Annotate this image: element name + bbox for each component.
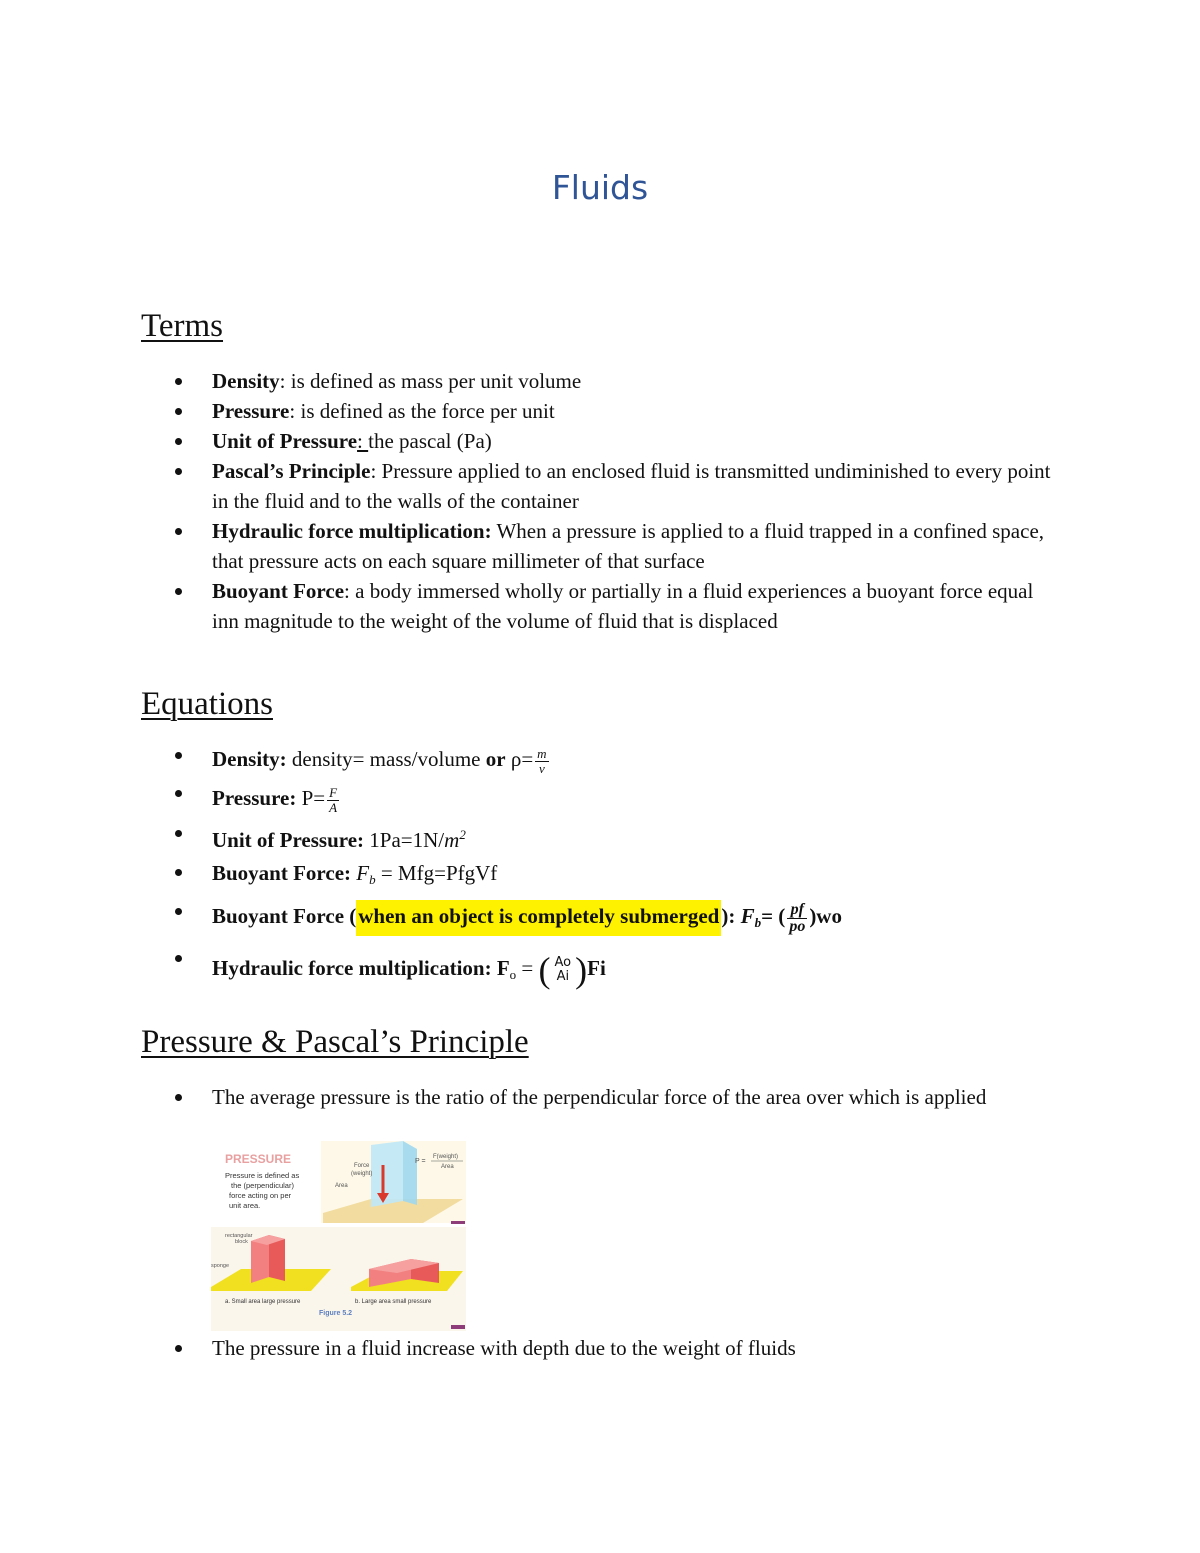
term-item-unit-of-pressure: Unit of Pressure: the pascal (Pa)	[171, 426, 1051, 456]
svg-text:sponge: sponge	[211, 1263, 230, 1269]
document-title: Fluids	[551, 168, 649, 207]
term-item-pascals-principle: Pascal’s Principle: Pressure applied to an enclosed fluid is transmitted undiminished to every point in the fluid and to the walls of the container	[171, 456, 1051, 516]
fraction-ao-over-ai: Ao Ai	[554, 955, 572, 985]
highlighted-text: when an object is completely submerged	[356, 900, 721, 936]
pressure-bullet-1: The average pressure is the ratio of the perpendicular force of the area over which is applied	[171, 1082, 1051, 1112]
svg-text:F(weight): F(weight)	[433, 1154, 459, 1160]
pressure-bullet-2: The pressure in a fluid increase with depth due to the weight of fluids	[171, 1333, 1051, 1363]
pressure-list-2	[171, 1333, 1051, 1363]
svg-text:Figure 5.2: Figure 5.2	[319, 1310, 353, 1317]
term-item-buoyant-force: Buoyant Force: a body immersed wholly or partially in a fluid experiences a buoyant force equal inn magnitude to the weight of the volume of fluid that is displaced	[171, 576, 1051, 636]
equation-hydraulic: Hydraulic force multiplication: $F_o$ = ( Ao Ai )Fi	[171, 943, 1051, 1000]
equation-buoyant-force: Buoyant Force: $F_b$ = Mfg=PfgVf	[171, 857, 1051, 896]
svg-text:a. Small area large pressure: a. Small area large pressure	[225, 1299, 301, 1305]
equations-list	[171, 740, 1051, 1000]
pressure-figure	[211, 1141, 466, 1331]
term-item-pressure: Pressure: is defined as the force per unit	[171, 396, 1051, 426]
svg-text:Force: Force	[354, 1163, 370, 1169]
figure-title: PRESSURE	[225, 1152, 292, 1166]
fraction-f-over-a: $\frac{F}{A}$	[329, 784, 338, 815]
equation-buoyant-submerged: Buoyant Force (when an object is completely submerged): $F_b=$ ( $\frac{pf}{po}$ )wo	[171, 896, 1051, 943]
svg-text:Area: Area	[441, 1164, 454, 1170]
svg-text:block: block	[235, 1239, 248, 1245]
term-item-density: Density: is defined as mass per unit volume	[171, 366, 1051, 396]
pressure-section-heading: Pressure & Pascal’s Principle	[141, 1024, 529, 1060]
equation-pressure: Pressure: P= $\frac{F}{A}$	[171, 778, 1051, 818]
fraction-pf-over-po: $\frac{pf}{po}$	[789, 900, 806, 935]
terms-list	[171, 366, 1051, 636]
term-item-hydraulic: Hydraulic force multiplication: When a pressure is applied to a fluid trapped in a confined space, that pressure acts on each square millimeter of that surface	[171, 516, 1051, 576]
svg-text:the (perpendicular): the (perpendicular)	[231, 1181, 294, 1190]
fraction-m-over-v: $\frac{m}{v}$	[537, 745, 547, 776]
pressure-figure-svg	[211, 1141, 466, 1331]
svg-text:P =: P =	[415, 1158, 426, 1165]
svg-text:rectangular: rectangular	[225, 1233, 253, 1239]
svg-text:force acting on per: force acting on per	[229, 1191, 292, 1200]
svg-text:Area: Area	[335, 1183, 348, 1189]
equation-density: Density: density= mass/volume or ρ= $\frac{m}{v}$	[171, 740, 1051, 778]
svg-text:b. Large area small pressure: b. Large area small pressure	[355, 1299, 432, 1305]
svg-text:Pressure is defined as: Pressure is defined as	[225, 1171, 300, 1180]
equations-heading: Equations	[141, 686, 273, 722]
equation-unit-of-pressure: Unit of Pressure: $1Pa=1N/m^2$	[171, 818, 1051, 857]
svg-text:(weight): (weight)	[351, 1171, 373, 1177]
svg-text:unit area.: unit area.	[229, 1201, 261, 1210]
terms-heading: Terms	[141, 308, 224, 344]
pressure-list-1	[171, 1082, 1051, 1112]
